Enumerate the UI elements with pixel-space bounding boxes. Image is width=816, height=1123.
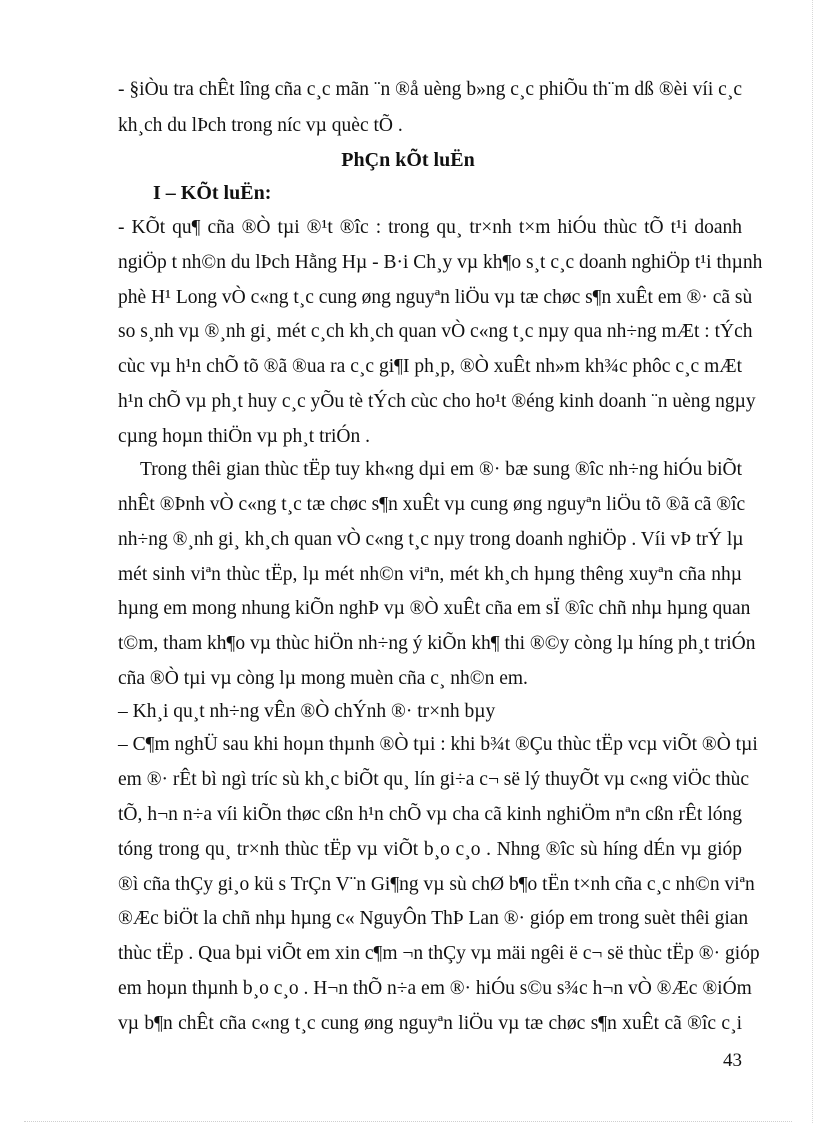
text-line: nh÷ng ®¸nh gi¸ kh¸ch quan vÒ c«ng t¸c nµy trong doanh nghiÖp . Víi vÞ trÝ lµ xyxy=(118,529,744,550)
text-line: ®ì cña thÇy gi¸o kü s TrÇn V¨n Gi¶ng vµ sù chØ b¶o tËn t×nh cña c¸c nh©n viªn xyxy=(118,874,755,895)
text-line: - KÕt qu¶ cña ®Ò tµi ®¹t ®îc : trong qu¸ tr×nh t×m hiÓu thùc tÕ t¹i doanh xyxy=(118,217,742,238)
text-line: - §iÒu tra chÊt lîng cña c¸c mãn ¨n ®å uèng b»ng c¸c phiÕu th¨m dß ®èi víi c¸c xyxy=(118,79,742,100)
page-number: 43 xyxy=(723,1050,742,1071)
text-line: – C¶m nghÜ sau khi hoµn thµnh ®Ò tµi : khi b¾t ®Çu thùc tËp vcµ viÕt ®Ò tµi xyxy=(118,734,758,755)
text-line: thùc tËp . Qua bµi viÕt em xin c¶m ¬n thÇy vµ mäi ngêi ë c¬ së thùc tËp ®· gióp xyxy=(118,943,760,964)
text-line: phè H¹ Long vÒ c«ng t¸c cung øng nguyªn liÖu vµ tæ chøc s¶n xuÊt em ®· cã sù xyxy=(118,287,753,308)
text-line: hµng em mong nhung kiÕn nghÞ vµ ®Ò xuÊt cña em sÏ ®îc chñ nhµ hµng quan xyxy=(118,598,751,619)
text-line: cùc vµ h¹n chÕ tõ ®ã ®ua ra c¸c gi¶I ph¸p, ®Ò xuÊt nh»m kh¾c phôc c¸c mÆt xyxy=(118,356,742,377)
text-line: – Kh¸i qu¸t nh÷ng vÊn ®Ò chÝnh ®· tr×nh bµy xyxy=(118,701,496,722)
text-line: nhÊt ®Þnh vÒ c«ng t¸c tæ chøc s¶n xuÊt vµ cung øng nguyªn liÖu tõ ®ã cã ®îc xyxy=(118,494,746,515)
text-line: tóng trong qu¸ tr×nh thùc tËp vµ viÕt b¸o c¸o . Nhng ®îc sù híng dÉn vµ gióp xyxy=(118,839,742,860)
text-line: vµ b¶n chÊt cña c«ng t¸c cung øng nguyªn liÖu vµ tæ chøc s¶n xuÊt cã ®îc c¸i xyxy=(118,1013,742,1034)
text-line: cµng hoµn thiÖn vµ ph¸t triÓn . xyxy=(118,426,370,447)
text-line: mét sinh viªn thùc tËp, lµ mét nh©n viªn, mét kh¸ch hµng thêng xuyªn cña nhµ xyxy=(118,564,742,585)
text-line: ®Æc biÖt la chñ nhµ hµng c« NguyÔn ThÞ Lan ®· gióp em trong suèt thêi gian xyxy=(118,908,749,929)
text-line: ngiÖp t nh©n du lÞch Hằng Hµ - B·i Ch¸y vµ kh¶o s¸t c¸c doanh nghiÖp t¹i thµnh xyxy=(118,252,763,273)
text-line: cña ®Ò tµi vµ còng lµ mong muèn cña c¸ nh©n em. xyxy=(118,668,528,689)
text-line: h¹n chÕ vµ ph¸t huy c¸c yÕu tè tÝch cùc cho ho¹t ®éng kinh doanh ¨n uèng ngµy xyxy=(118,391,756,412)
text-line: Trong thêi gian thùc tËp tuy kh«ng dµi em ®· bæ sung ®îc nh÷ng hiÓu biÕt xyxy=(140,459,742,480)
text-line: t©m, tham kh¶o vµ thùc hiÖn nh÷ng ý kiÕn kh¶ thi ®©y còng lµ híng ph¸t triÓn xyxy=(118,633,756,654)
subsection-heading: I – KÕt luËn: xyxy=(153,182,272,204)
text-line: em ®· rÊt bì ngì tríc sù kh¸c biÕt qu¸ lín gi÷a c¬ së lý thuyÕt vµ c«ng viÖc thùc xyxy=(118,769,750,790)
page-bottom-rule xyxy=(24,1121,792,1122)
text-line: tÕ, h¬n n÷a víi kiÕn thøc cßn h¹n chÕ vµ cha cã kinh nghiÖm nªn cßn rÊt lóng xyxy=(118,804,742,825)
text-line: so s¸nh vµ ®¸nh gi¸ mét c¸ch kh¸ch quan vÒ c«ng t¸c nµy qua nh÷ng mÆt : tÝch xyxy=(118,321,753,342)
page-side-rule xyxy=(812,0,813,1123)
text-line: kh¸ch du lÞch trong níc vµ quèc tÕ . xyxy=(118,115,403,136)
section-heading: PhÇn kÕt luËn xyxy=(341,149,475,171)
text-line: em hoµn thµnh b¸o c¸o . H¬n thÕ n÷a em ®· hiÓu s©u s¾c h¬n vÒ ®Æc ®iÓm xyxy=(118,978,752,999)
